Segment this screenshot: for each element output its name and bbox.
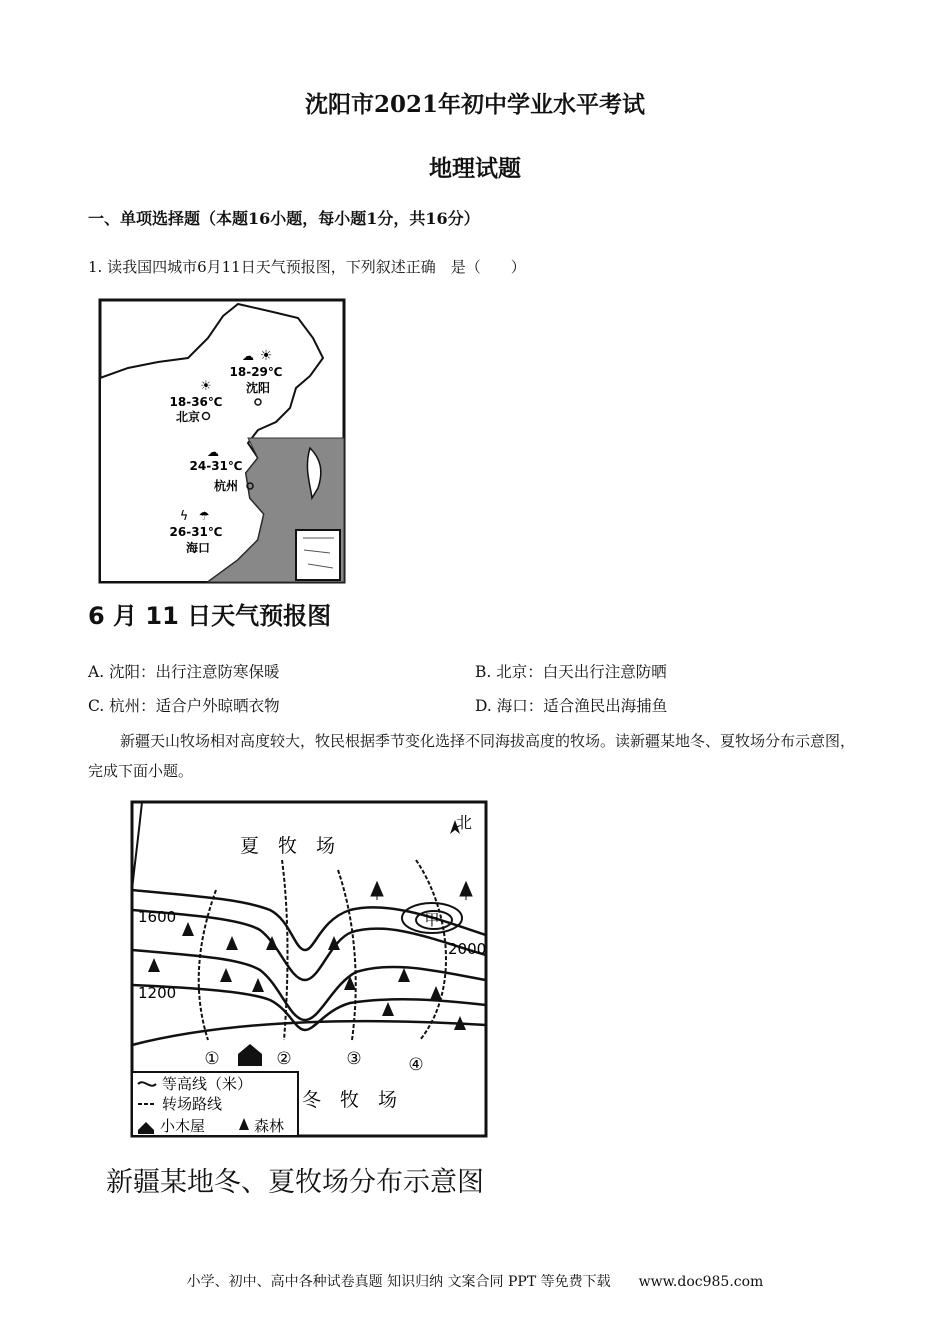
route-2: ② — [276, 1049, 292, 1069]
hangzhou-label: 杭州 — [213, 479, 239, 493]
svg-text:☁: ☁ — [242, 349, 254, 363]
context-paragraph: 新疆天山牧场相对高度较大，牧民根据季节变化选择不同海拔高度的牧场。读新疆某地冬、夏牧场分布示意图，完成下面小题。 — [88, 732, 856, 780]
exam-subtitle: 地理试题 — [429, 155, 521, 182]
weather-map-caption: 6 月 11 日天气预报图 — [88, 602, 332, 630]
svg-text:☂: ☂ — [198, 509, 210, 523]
contour-2000: 2000 — [448, 940, 487, 958]
svg-text:☀: ☀ — [259, 348, 273, 364]
svg-text:ϟ: ϟ — [179, 509, 189, 524]
route-1: ① — [204, 1049, 220, 1069]
page-footer: 小学、初中、高中各种试卷真题 知识归纳 文案合同 PPT 等免费下载 www.doc985.com — [186, 1274, 764, 1290]
legend-route: 转场路线 — [162, 1095, 223, 1113]
question-1: 1. 读我国四城市6月11日天气预报图，下列叙述正确 是（ ） — [88, 258, 526, 276]
haikou-label: 海口 — [185, 541, 211, 555]
shenyang-label: 沈阳 — [245, 381, 271, 395]
contour-1600: 1600 — [138, 908, 177, 926]
svg-text:☀: ☀ — [200, 379, 212, 394]
exam-title: 沈阳市2021年初中学业水平考试 — [304, 91, 645, 118]
legend-contour: 等高线（米） — [162, 1075, 253, 1093]
route-4: ④ — [408, 1055, 424, 1075]
beijing-label: 北京 — [175, 410, 201, 424]
option-b: B. 北京：白天出行注意防晒 — [475, 663, 667, 681]
weather-forecast-map — [98, 298, 348, 588]
contour-1200: 1200 — [138, 984, 177, 1002]
beijing-temp: 18-36℃ — [169, 395, 223, 409]
legend-cabin: 小木屋 — [160, 1117, 206, 1135]
shenyang-temp: 18-29℃ — [229, 365, 283, 379]
svg-text:☁: ☁ — [207, 445, 219, 459]
option-d: D. 海口：适合渔民出海捕鱼 — [475, 697, 668, 715]
jia-label: 甲 — [424, 911, 440, 929]
pasture-map — [120, 800, 492, 1142]
route-3: ③ — [346, 1049, 362, 1069]
pasture-map-caption: 新疆某地冬、夏牧场分布示意图 — [106, 1167, 484, 1198]
option-c: C. 杭州：适合户外晾晒衣物 — [88, 697, 280, 715]
hangzhou-temp: 24-31℃ — [189, 459, 243, 473]
haikou-temp: 26-31℃ — [169, 525, 223, 539]
legend-forest: 森林 — [254, 1117, 285, 1135]
option-a: A. 沈阳：出行注意防寒保暖 — [88, 663, 280, 681]
section-heading: 一、单项选择题（本题16小题，每小题1分，共16分） — [88, 209, 480, 228]
north-label: 北 — [456, 813, 473, 832]
winter-pasture-label: 冬 牧 场 — [302, 1089, 398, 1111]
summer-pasture-label: 夏 牧 场 — [240, 835, 336, 857]
